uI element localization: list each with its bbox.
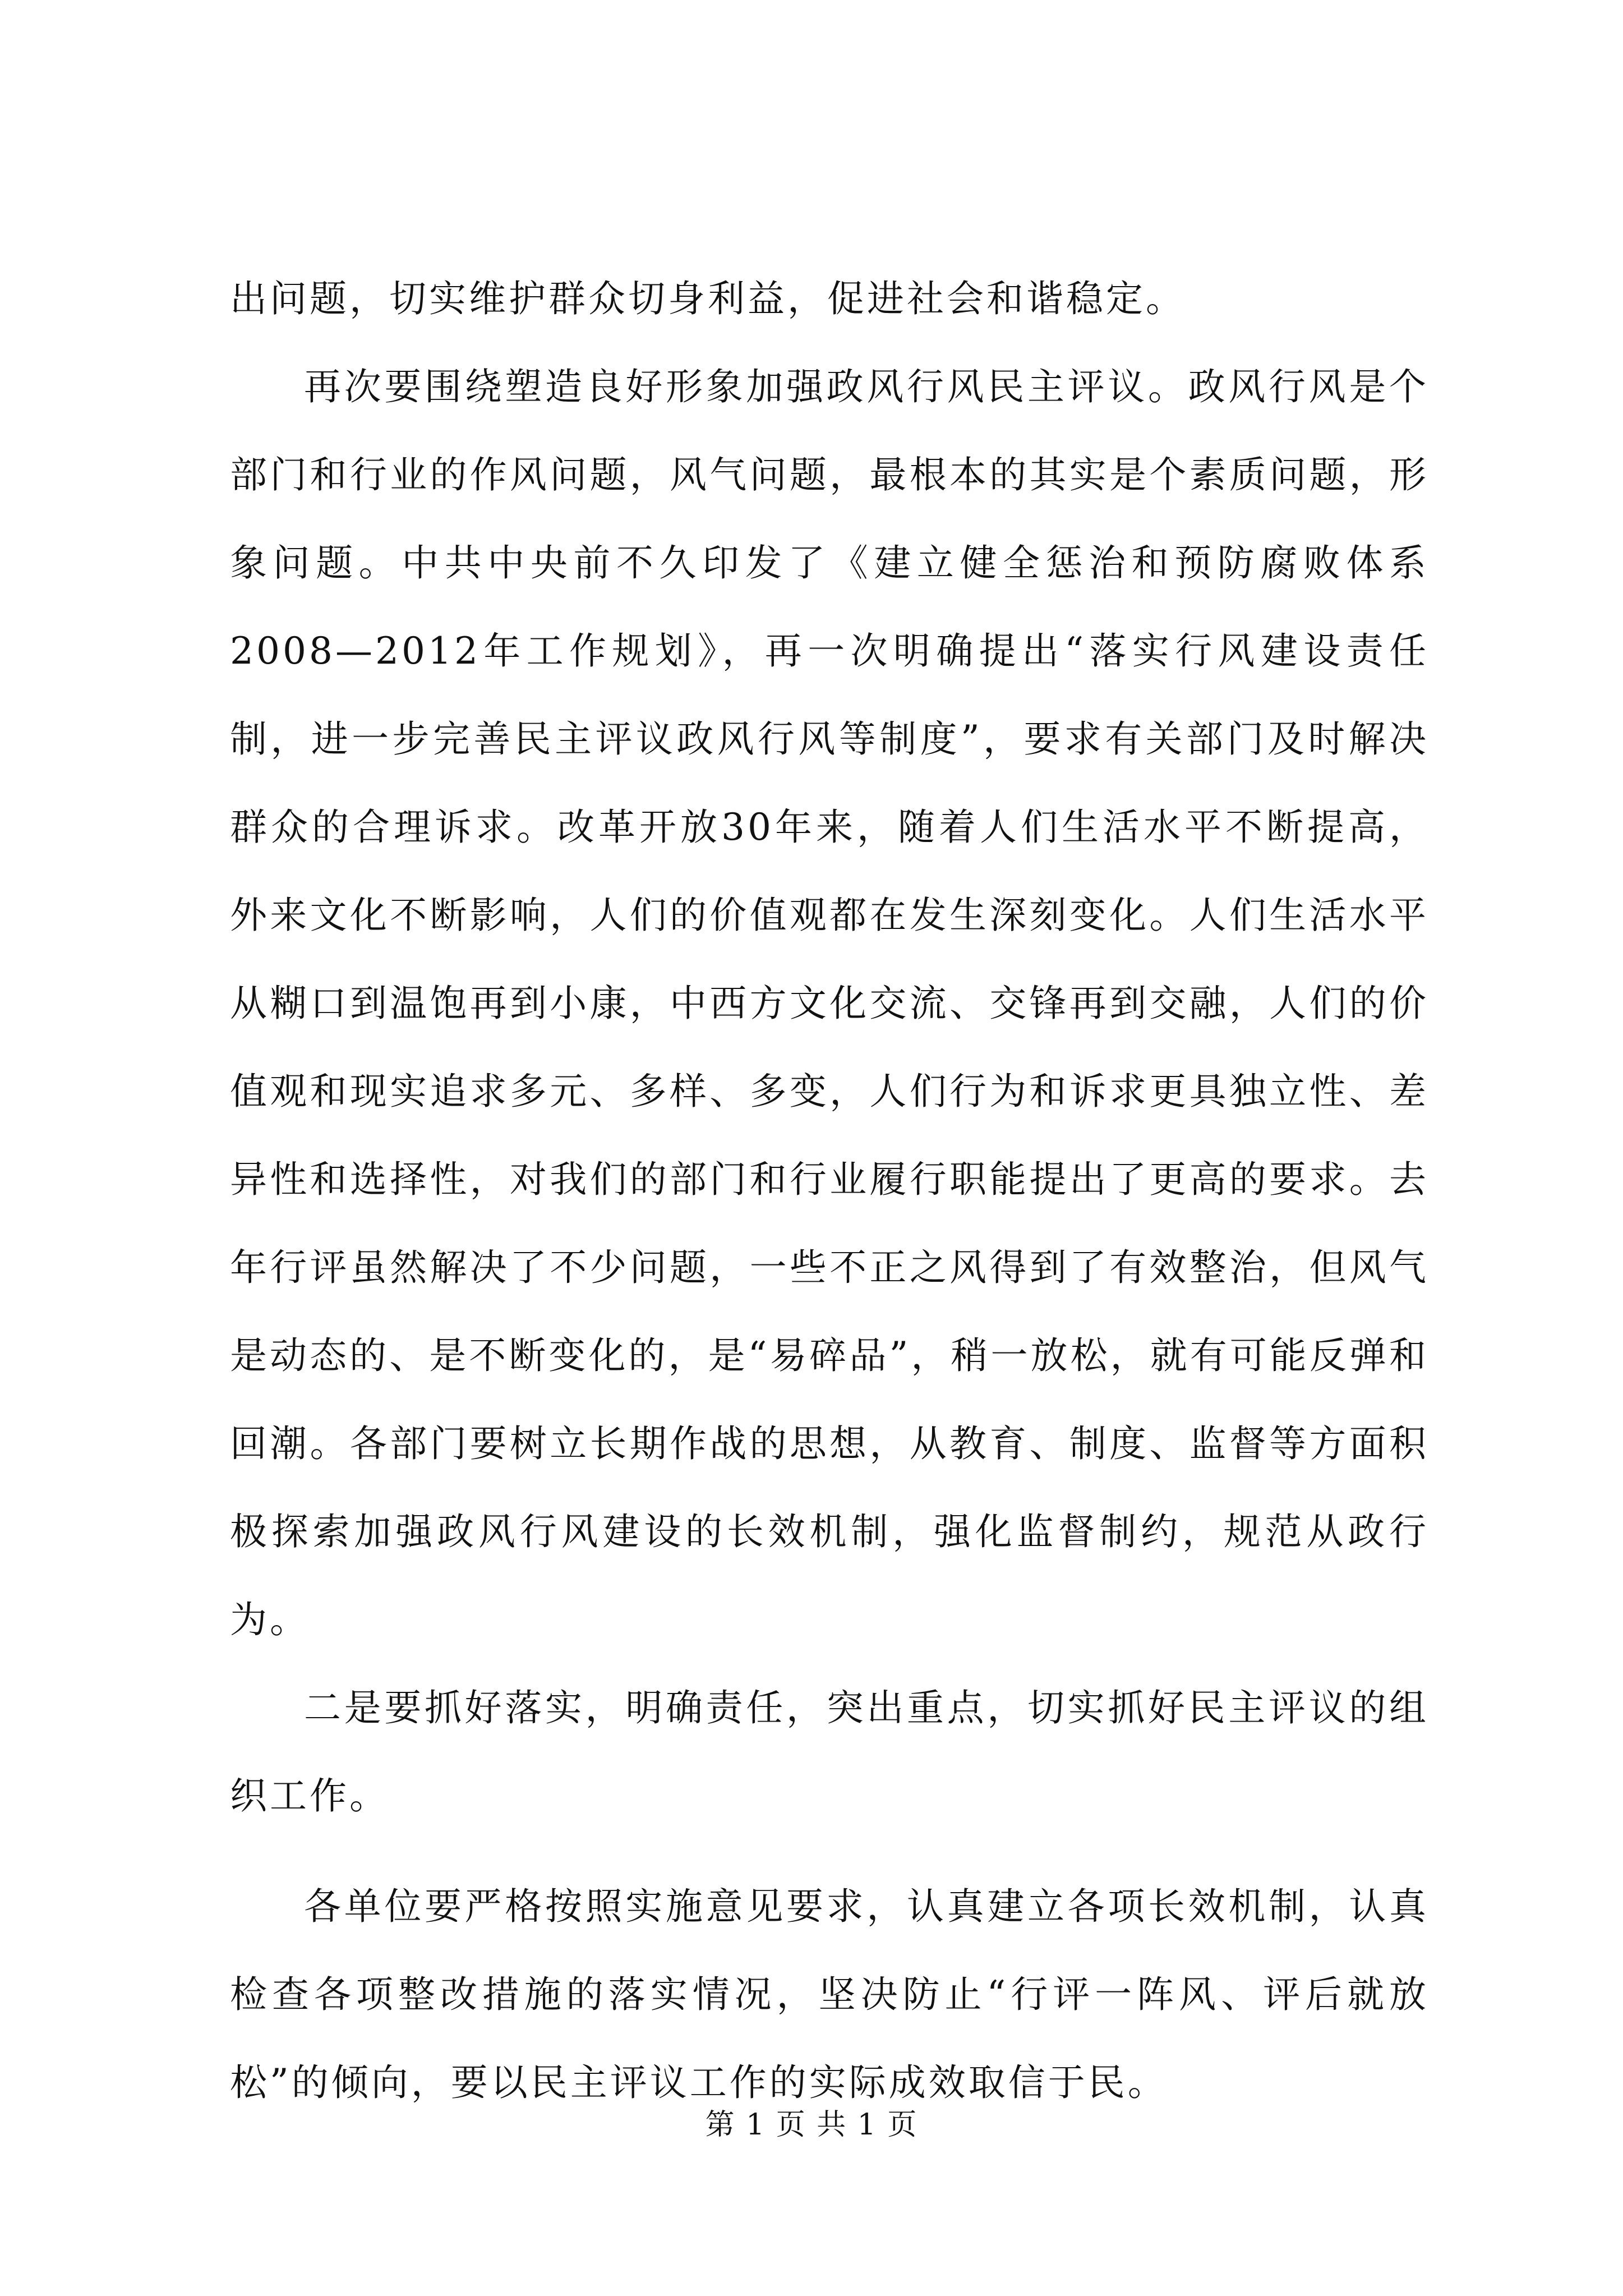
paragraph-continuation: 出问题，切实维护群众切身利益，促进社会和谐稳定。 <box>230 277 1186 320</box>
paragraph-style-appraisal: 再次要围绕塑造良好形象加强政风行风民主评议。政风行风是个部门和行业的作风问题，风气问题，最根本的其实是个素质问题，形象问题。中共中央前不久印发了《建立健全惩治和预防腐败体系2008—2012年工作规划》，再一次明确提出“落实行风建设责任制，进一步完善民主评议政风行风等制度”，要求有关部门及时解决群众的合理诉求。改革开放30年来，随着人们生活水平不断提高，外来文化不断影响，人们的价值观都在发生深刻变化。人们生活水平从糊口到温饱再到小康，中西方文化交流、交锋再到交融，人们的价值观和现实追求多元、多样、多变，人们行为和诉求更具独立性、差异性和选择性，对我们的部门和行业履行职能提出了更高的要求。去年行评虽然解决了不少问题，一些不正之风得到了有效整治，但风气是动态的、是不断变化的，是“易碎品”，稍一放松，就有可能反弹和回潮。各部门要树立长期作战的思想，从教育、制度、监督等方面积极探索加强政风行风建设的长效机制，强化监督制约，规范从政行为。 <box>230 365 1429 1641</box>
page-footer: 第 1 页 共 1 页 <box>705 2108 918 2142</box>
paragraph-point-two-heading: 二是要抓好落实，明确责任，突出重点，切实抓好民主评议的组织工作。 <box>230 1686 1429 1818</box>
paragraph-unit-requirements: 各单位要严格按照实施意见要求，认真建立各项长效机制，认真检查各项整改措施的落实情况，坚决防止“行评一阵风、评后就放松”的倾向，要以民主评议工作的实际成效取信于民。 <box>230 1885 1429 2104</box>
document-body <box>230 255 1429 2127</box>
